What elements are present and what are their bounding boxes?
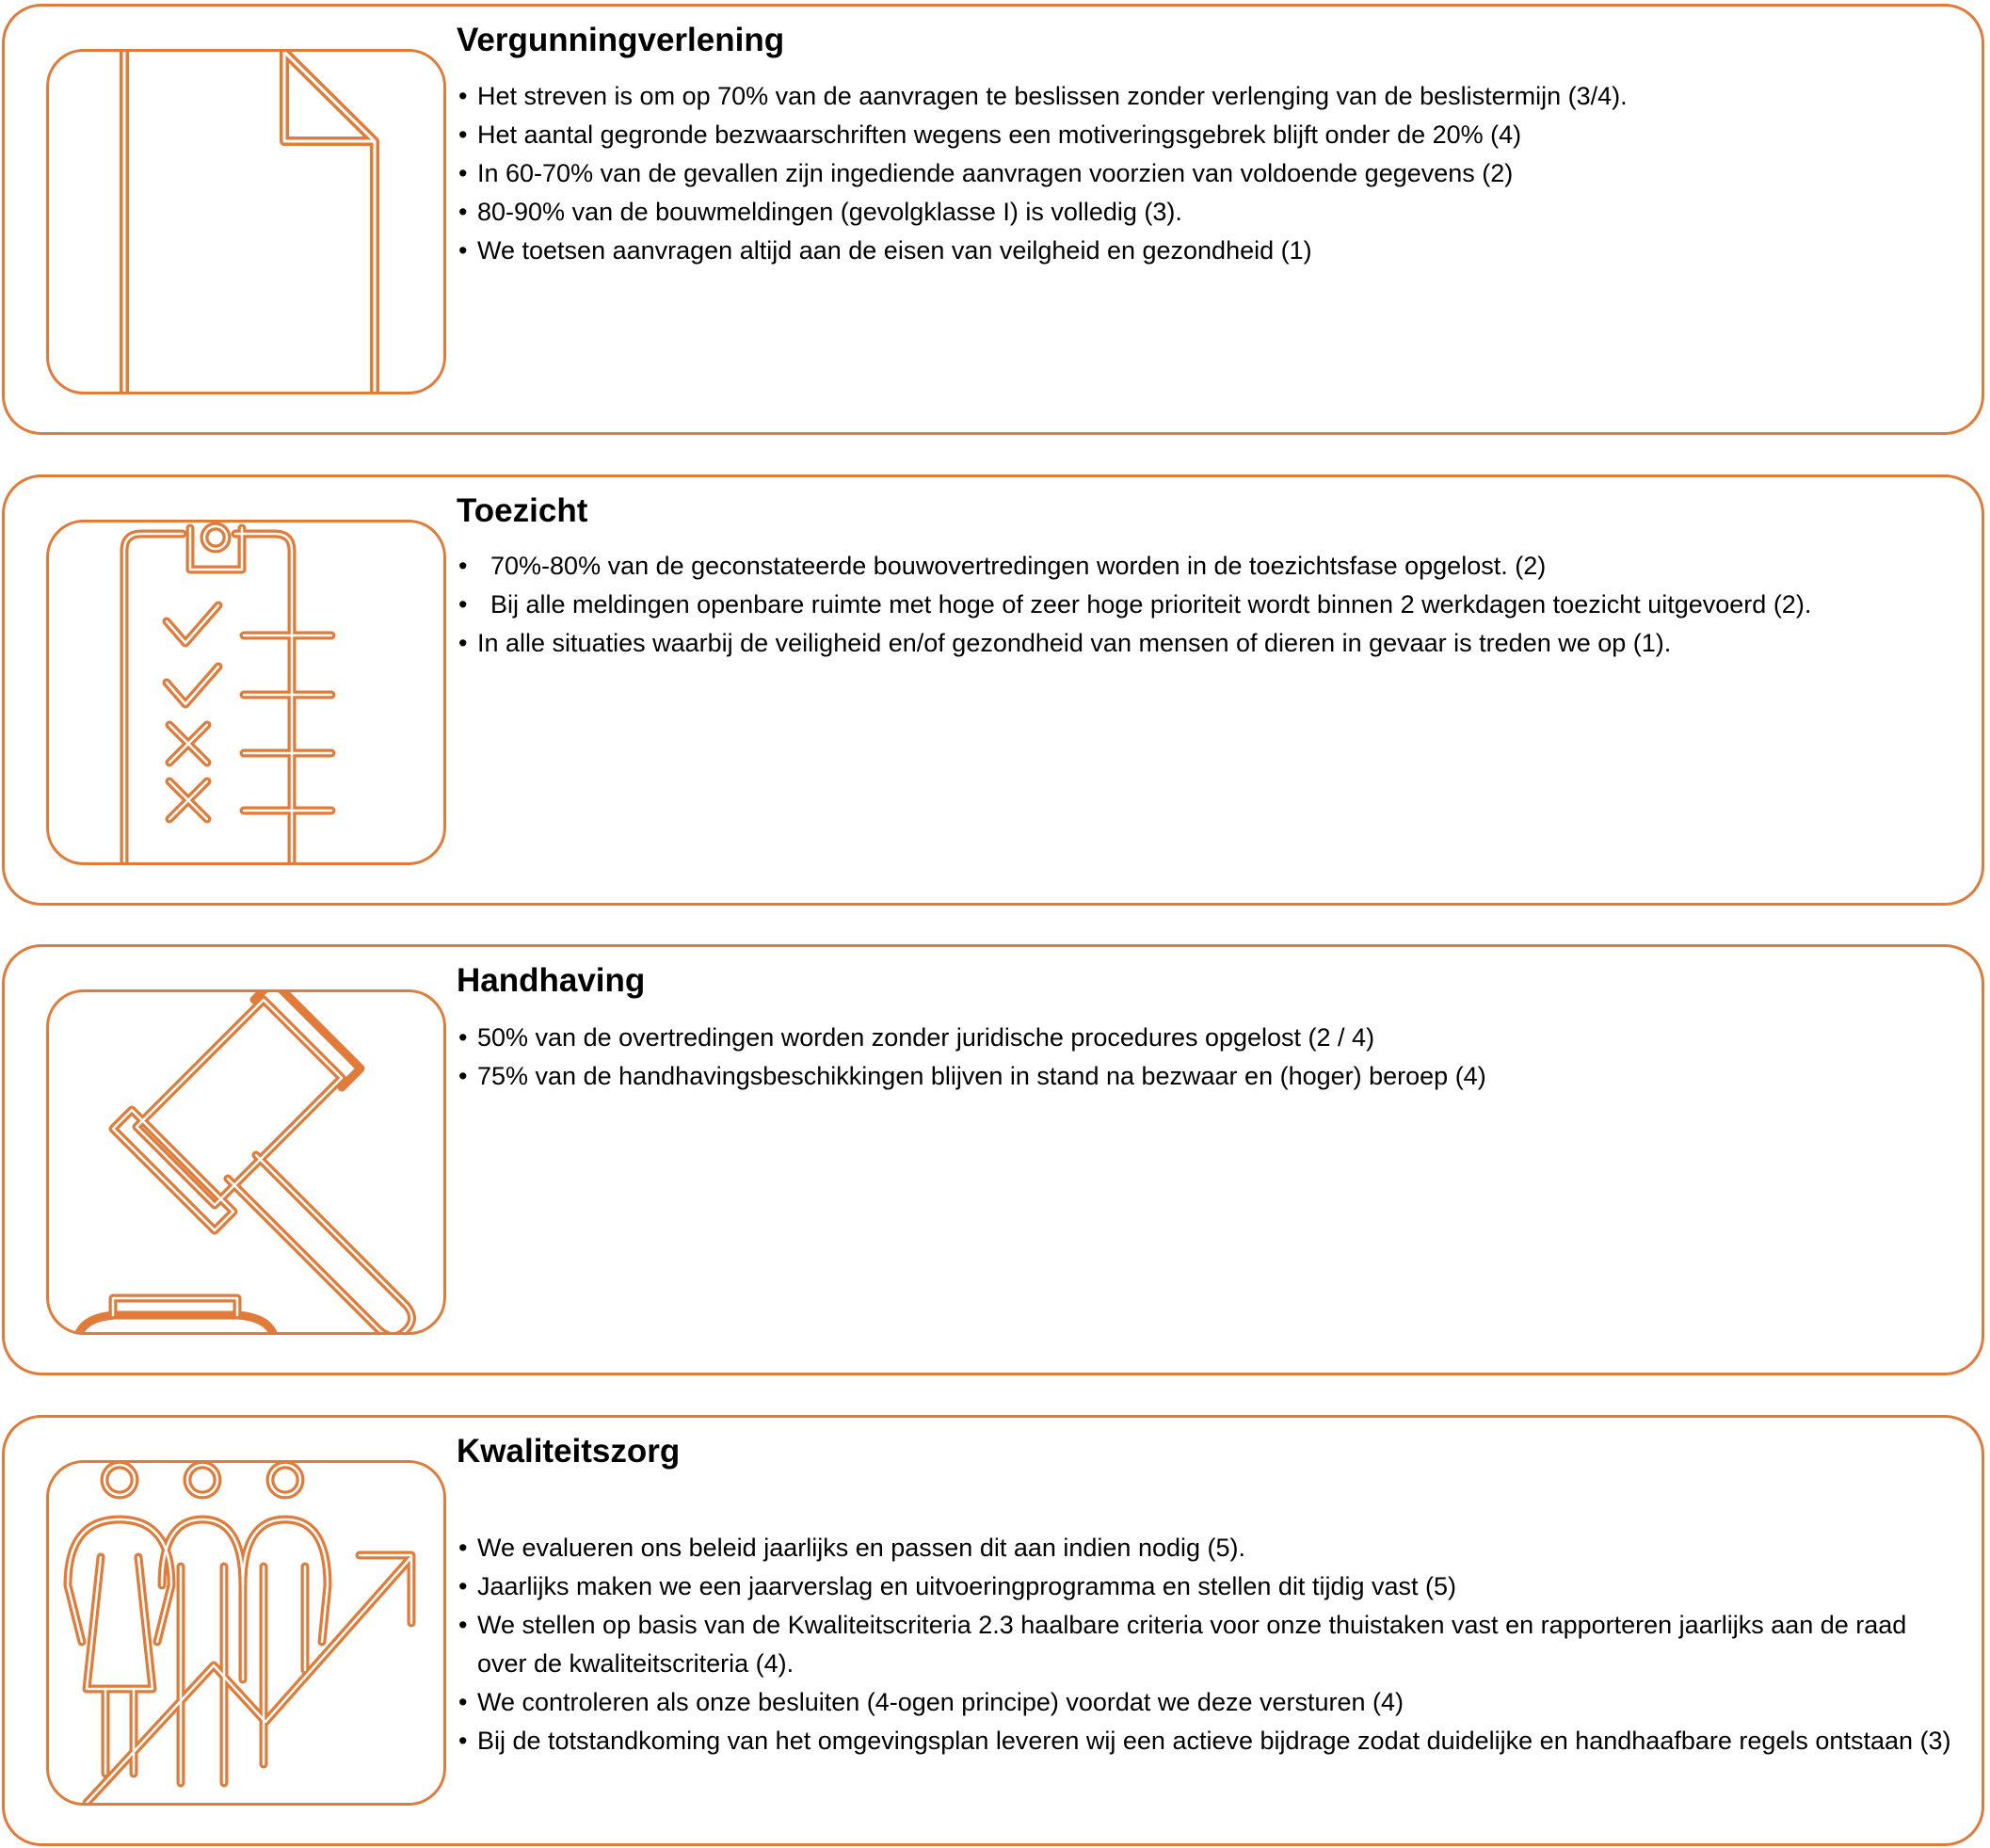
section-kwaliteitszorg <box>2 1415 1984 1846</box>
list-item: • In 60-70% van de gevallen zijn ingediende aanvragen voorzien van voldoende gegevens (2) <box>458 154 1953 193</box>
section-title: Vergunningverlening <box>457 22 785 58</box>
gavel-icon <box>49 992 443 1332</box>
list-item: • Bij alle meldingen openbare ruimte met hoge of zeer hoge prioriteit wordt binnen 2 werkdagen toezicht uitgevoerd (2). <box>458 586 1953 624</box>
list-item: • We stellen op basis van de Kwaliteitscriteria 2.3 haalbare criteria voor onze thuistaken vast en rapporteren jaarlijks aan de raad over de kwaliteitscriteria (4). <box>458 1606 1953 1683</box>
list-item: • In alle situaties waarbij de veiligheid en/of gezondheid van mensen of dieren in gevaar is treden we op (1). <box>458 624 1953 663</box>
bullet-list <box>458 1019 1953 1096</box>
list-item: • Het aantal gegronde bezwaarschriften wegens een motiveringsgebrek blijft onder de 20% (4) <box>458 116 1953 154</box>
gavel-icon-frame <box>46 989 446 1335</box>
section-toezicht <box>2 474 1984 906</box>
clipboard-icon-frame <box>46 520 446 865</box>
list-item: • We evalueren ons beleid jaarlijks en passen dit aan indien nodig (5). <box>458 1529 1953 1567</box>
list-item: • 50% van de overtredingen worden zonder juridische procedures opgelost (2 / 4) <box>458 1019 1953 1057</box>
section-title: Handhaving <box>457 962 646 999</box>
bullet-list <box>458 547 1953 663</box>
list-item: • 75% van de handhavingsbeschikkingen blijven in stand na bezwaar en (hoger) beroep (4) <box>458 1057 1953 1096</box>
list-item: • Jaarlijks maken we een jaarverslag en uitvoeringprogramma en stellen dit tijdig vast (5) <box>458 1567 1953 1606</box>
bullet-list <box>458 77 1953 270</box>
list-item: • 80-90% van de bouwmeldingen (gevolgklasse I) is volledig (3). <box>458 193 1953 232</box>
section-title: Kwaliteitszorg <box>457 1433 681 1470</box>
section-vergunningverlening <box>2 4 1984 435</box>
document-icon <box>49 52 443 392</box>
people-icon-frame <box>46 1460 446 1806</box>
clipboard-checklist-icon <box>49 522 443 862</box>
list-item: • Bij de totstandkoming van het omgevingsplan leveren wij een actieve bijdrage zodat duidelijke en handhaafbare regels ontstaan (3) <box>458 1722 1953 1760</box>
document-icon-frame <box>46 49 446 394</box>
bullet-list <box>458 1529 1953 1760</box>
section-title: Toezicht <box>457 492 588 529</box>
list-item: • 70%-80% van de geconstateerde bouwovertredingen worden in de toezichtsfase opgelost. (2) <box>458 547 1953 586</box>
list-item: • We controleren als onze besluiten (4-ogen principe) voordat we deze versturen (4) <box>458 1683 1953 1722</box>
list-item: • We toetsen aanvragen altijd aan de eisen van veilgheid en gezondheid (1) <box>458 232 1953 270</box>
list-item: • Het streven is om op 70% van de aanvragen te beslissen zonder verlenging van de beslistermijn (3/4). <box>458 77 1953 116</box>
section-handhaving <box>2 944 1984 1375</box>
people-growth-icon <box>49 1463 443 1803</box>
